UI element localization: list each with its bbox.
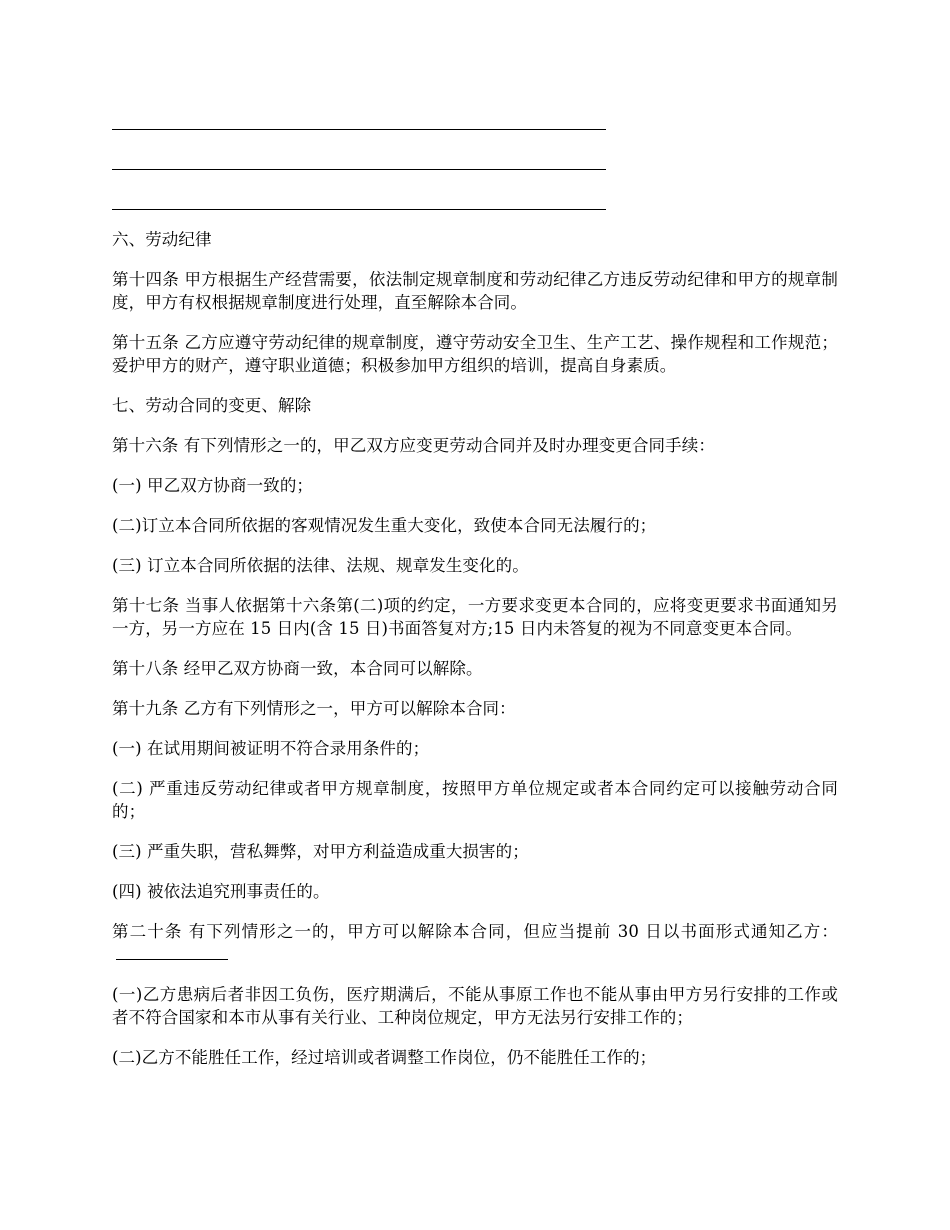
section-heading-labor-discipline: 六、劳动纪律 xyxy=(112,230,212,249)
article-20-item-1: (一)乙方患病后者非因工负伤，医疗期满后，不能从事原工作也不能从事由甲方另行安排的工作或者不符合国家和本市从事有关行业、工种岗位规定，甲方无法另行安排工作的； xyxy=(112,985,838,1027)
article-20 xyxy=(112,920,838,966)
article-20-item-2: (二)乙方不能胜任工作，经过培训或者调整工作岗位，仍不能胜任工作的； xyxy=(112,1048,657,1067)
article-19-item-3: (三) 严重失职，营私舞弊，对甲方利益造成重大损害的； xyxy=(112,842,529,861)
article-19: 第十九条 乙方有下列情形之一，甲方可以解除本合同： xyxy=(112,699,516,718)
article-16-item-2: (二)订立本合同所依据的客观情况发生重大变化，致使本合同无法履行的； xyxy=(112,516,657,535)
article-19-item-1: (一) 在试用期间被证明不符合录用条件的； xyxy=(112,739,430,758)
article-16-item-3: (三) 订立本合同所依据的法律、法规、规章发生变化的。 xyxy=(112,556,529,575)
document-body xyxy=(112,228,838,1086)
section-heading-contract-change: 七、劳动合同的变更、解除 xyxy=(112,396,312,415)
article-19-item-2: (二) 严重违反劳动纪律或者甲方规章制度，按照甲方单位规定或者本合同约定可以接触劳动合同的； xyxy=(112,779,838,821)
article-18: 第十八条 经甲乙双方协商一致，本合同可以解除。 xyxy=(112,659,483,678)
article-19-item-4: (四) 被依法追究刑事责任的。 xyxy=(112,882,330,901)
blank-line-2 xyxy=(112,169,606,170)
blank-line-3 xyxy=(112,209,606,210)
article-14: 第十四条 甲方根据生产经营需要，依法制定规章制度和劳动纪律乙方违反劳动纪律和甲方的规章制度，甲方有权根据规章制度进行处理，直至解除本合同。 xyxy=(112,270,838,312)
article-16-item-1: (一) 甲乙双方协商一致的； xyxy=(112,476,314,495)
fill-in-blank xyxy=(116,943,228,960)
article-20-text: 第二十条 有下列情形之一的，甲方可以解除本合同，但应当提前 30 日以书面形式通知乙方： xyxy=(112,922,838,941)
article-15: 第十五条 乙方应遵守劳动纪律的规章制度，遵守劳动安全卫生、生产工艺、操作规程和工作规范；爱护甲方的财产，遵守职业道德；积极参加甲方组织的培训，提高自身素质。 xyxy=(112,333,838,375)
article-16: 第十六条 有下列情形之一的，甲乙双方应变更劳动合同并及时办理变更合同手续： xyxy=(112,436,715,455)
article-17: 第十七条 当事人依据第十六条第(二)项的约定，一方要求变更本合同的，应将变更要求书面通知另一方，另一方应在 15 日内(含 15 日)书面答复对方;15 日内未答复的视为不同意变更本合同。 xyxy=(112,596,838,638)
blank-line-1 xyxy=(112,129,606,130)
